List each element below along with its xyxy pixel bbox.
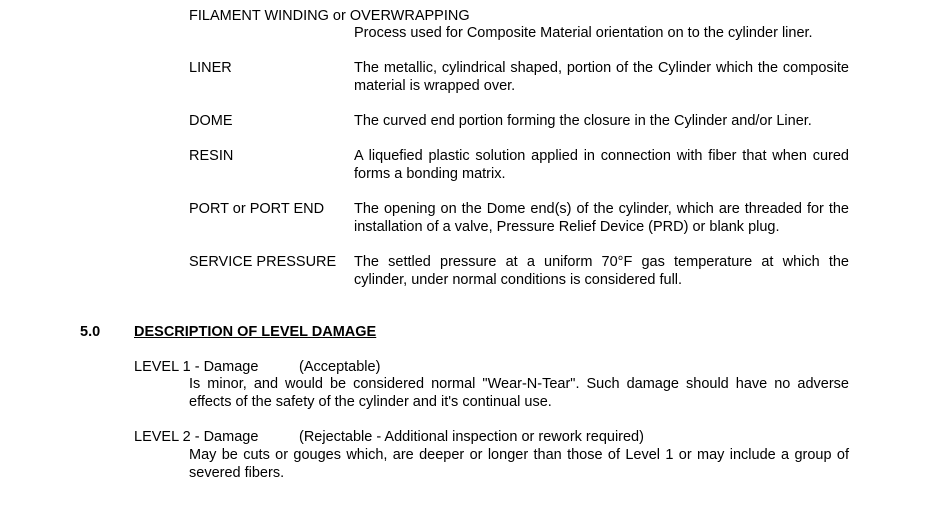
level-2-status: (Rejectable - Additional inspection or rework required) <box>299 429 644 445</box>
definition-filament-winding: Process used for Composite Material orientation on to the cylinder liner. <box>354 25 813 41</box>
term-liner: LINER <box>189 60 232 76</box>
term-resin: RESIN <box>189 148 234 164</box>
definition-resin: A liquefied plastic solution applied in connection with fiber that when cured forms a bonding matrix. <box>354 148 849 182</box>
level-1-status: (Acceptable) <box>299 359 381 375</box>
definition-liner: The metallic, cylindrical shaped, portion of the Cylinder which the composite material is wrapped over. <box>354 60 849 94</box>
term-service-pressure: SERVICE PRESSURE <box>189 254 337 270</box>
term-port: PORT or PORT END <box>189 201 325 217</box>
level-2-label: LEVEL 2 - Damage <box>134 429 259 445</box>
level-2-description: May be cuts or gouges which, are deeper or longer than those of Level 1 or may include a group of severed fibers. <box>189 447 849 481</box>
definition-dome: The curved end portion forming the closure in the Cylinder and/or Liner. <box>354 113 812 129</box>
term-dome: DOME <box>189 113 233 129</box>
term-filament-winding: FILAMENT WINDING or OVERWRAPPING <box>189 8 470 24</box>
section-title: DESCRIPTION OF LEVEL DAMAGE <box>134 324 377 340</box>
definition-port: The opening on the Dome end(s) of the cylinder, which are threaded for the installation of a valve, Pressure Relief Device (PRD) or blank plug. <box>354 201 849 235</box>
definition-service-pressure: The settled pressure at a uniform 70°F gas temperature at which the cylinder, under normal conditions is considered full. <box>354 254 849 288</box>
section-number: 5.0 <box>80 324 101 340</box>
level-1-description: Is minor, and would be considered normal "Wear-N-Tear". Such damage should have no adverse effects of the safety of the cylinder and it's continual use. <box>189 376 849 410</box>
level-1-label: LEVEL 1 - Damage <box>134 359 259 375</box>
